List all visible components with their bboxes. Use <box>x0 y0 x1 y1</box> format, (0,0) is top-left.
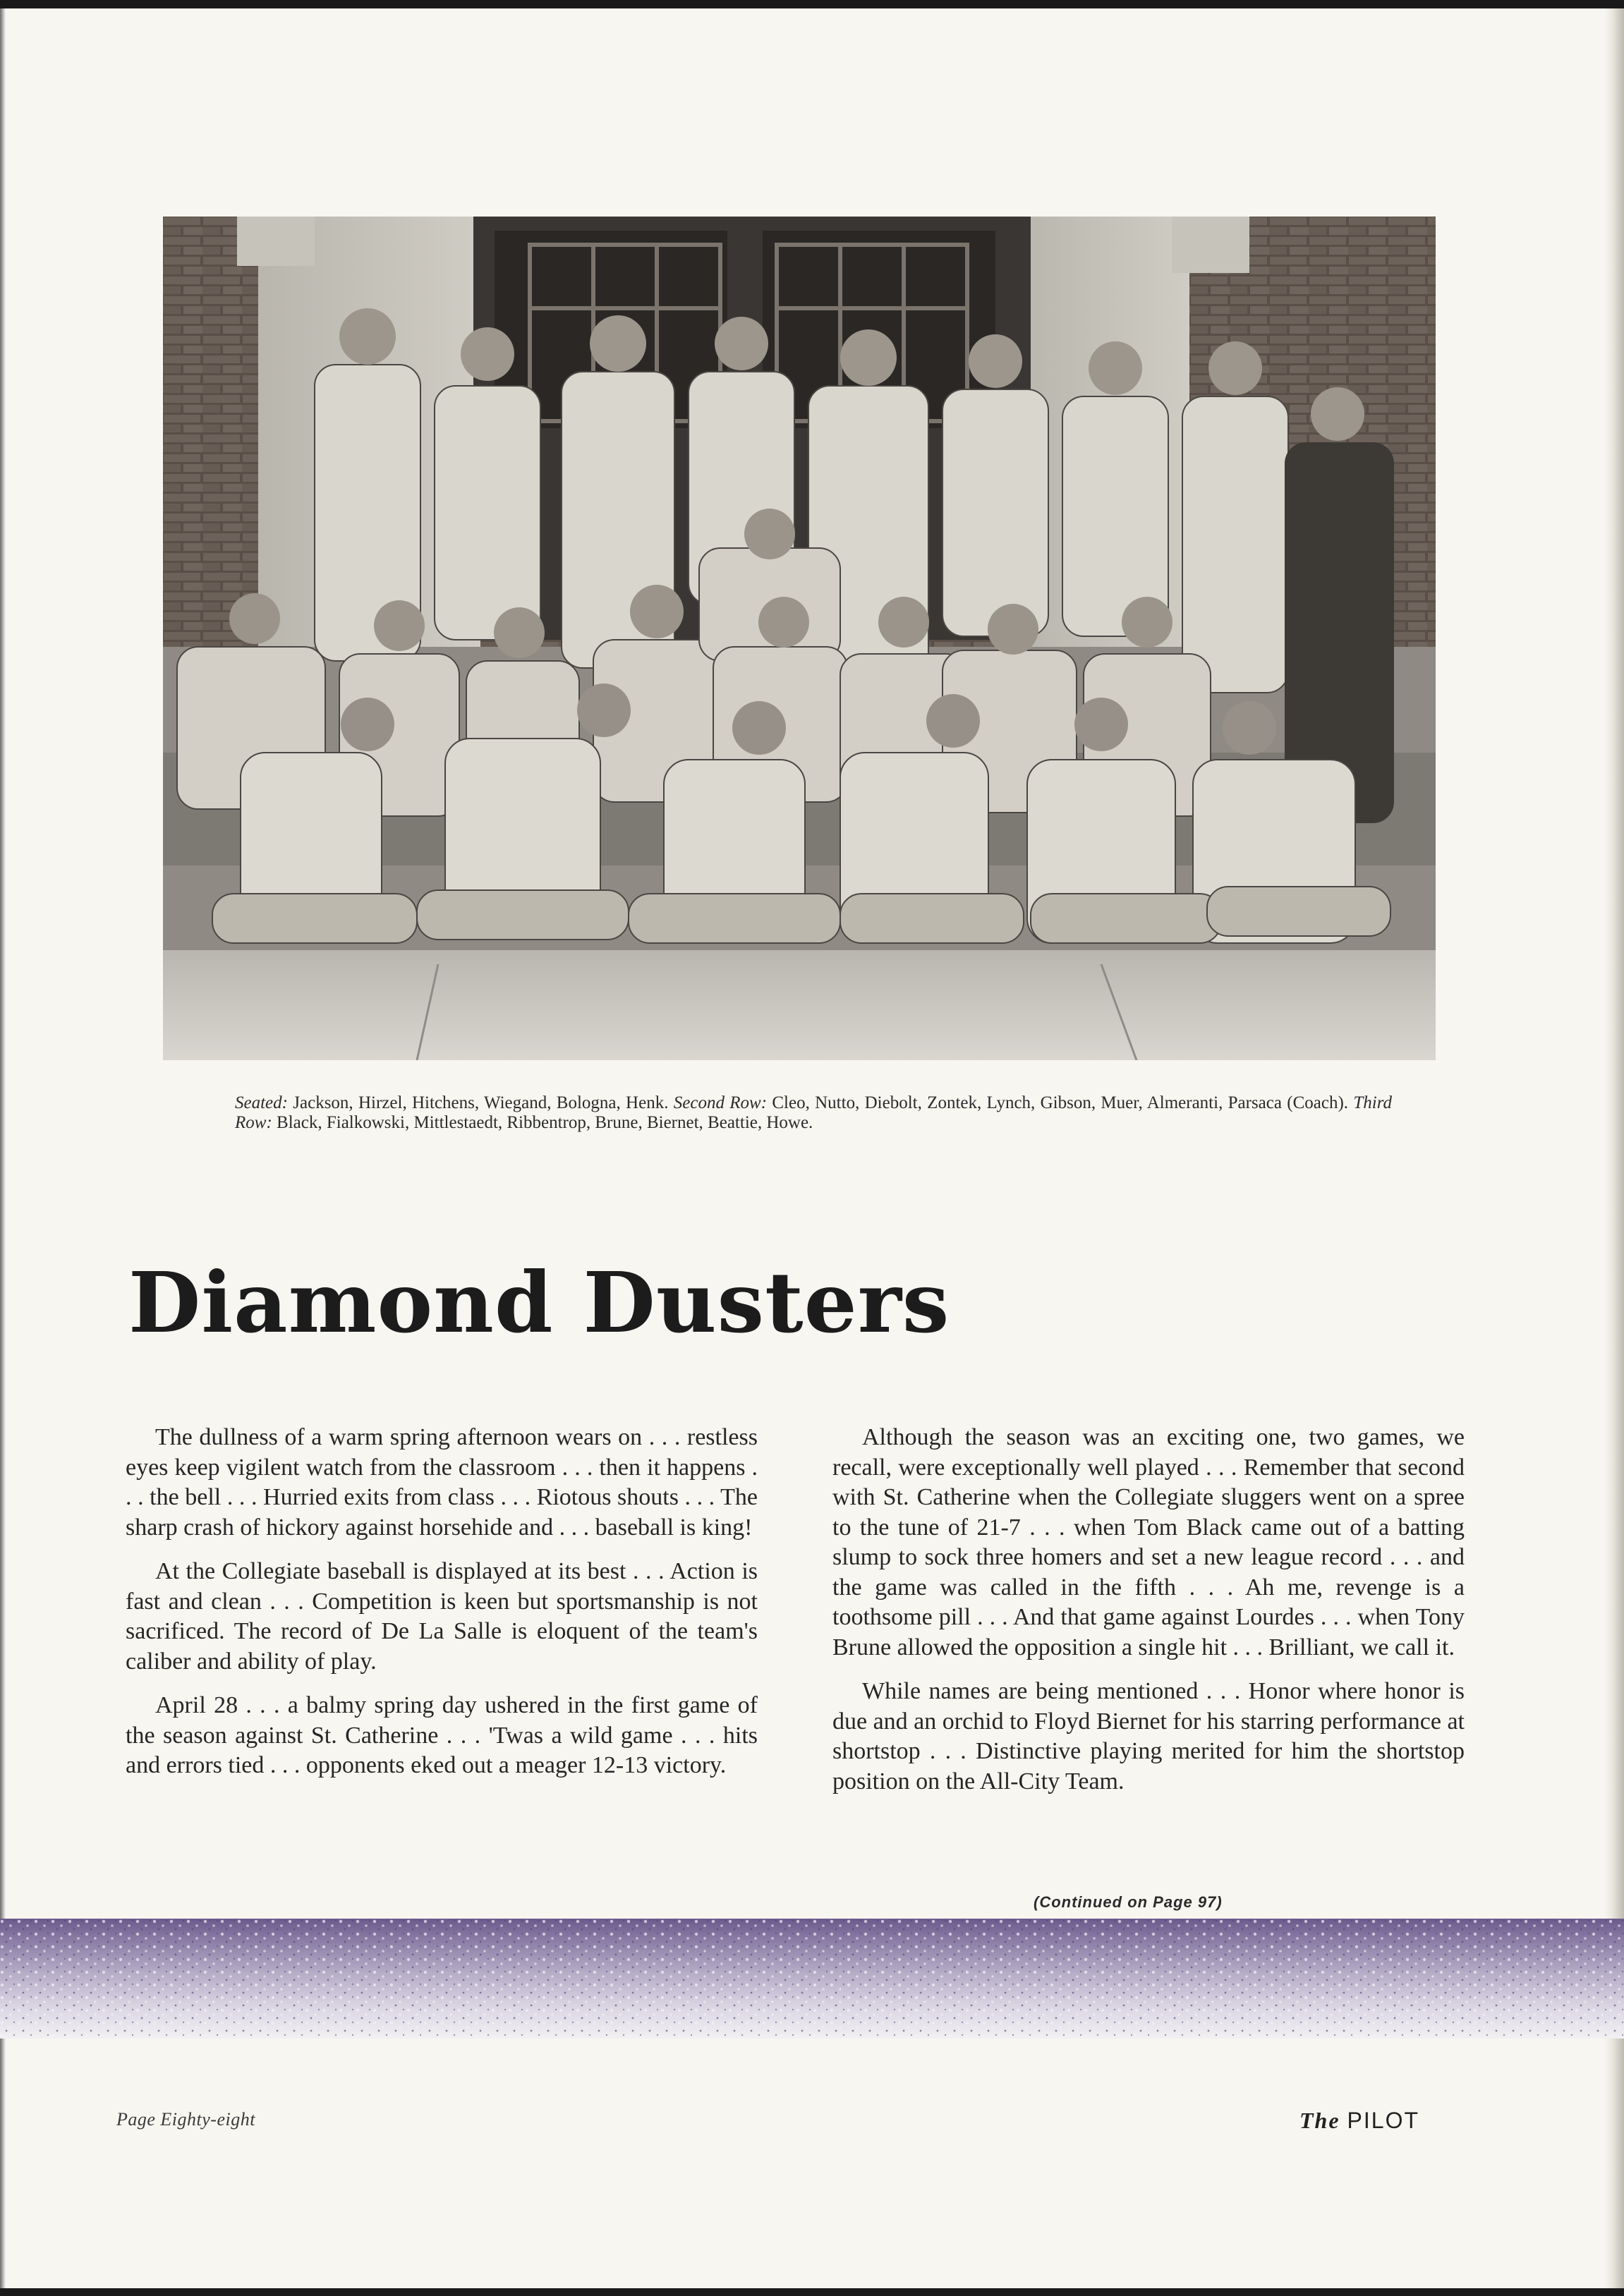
page-number: Page Eighty-eight <box>116 2109 255 2130</box>
stipple-pattern-icon <box>0 1919 1624 2039</box>
continued-note: (Continued on Page 97) <box>1034 1893 1223 1911</box>
article-column-right <box>832 1423 1465 1811</box>
caption-second-row-names: Cleo, Nutto, Diebolt, Zontek, Lynch, Gibson, Muer, Almeranti, Parsaca (Coach). <box>767 1093 1354 1112</box>
publication-name <box>1299 2108 1419 2134</box>
yearbook-page <box>0 8 1624 2288</box>
caption-seated-label: Seated: <box>235 1093 288 1112</box>
scan-border <box>0 2288 1624 2296</box>
article-headline: Diamond Dusters <box>128 1253 950 1352</box>
article-column-left <box>126 1423 758 1795</box>
caption-third-row-names: Black, Fialkowski, Mittlestaedt, Ribbentrop, Brune, Biernet, Beattie, Howe. <box>272 1113 813 1132</box>
caption-seated-names: Jackson, Hirzel, Hitchens, Wiegand, Bologna, Henk. <box>287 1093 674 1112</box>
publication-title: PILOT <box>1347 2108 1420 2133</box>
paragraph: April 28 . . . a balmy spring day ushered in the first game of the season against St. Catherine . . . 'Twas a wild game . . . hits and errors tied . . . opponents eked out a meager 12-13 victory. <box>126 1692 758 1778</box>
paragraph: At the Collegiate baseball is displayed at its best . . . Action is fast and clean . . . Competition is keen but sportsmanship is not sacrificed. The record of De La Salle is eloquent of the team's caliber and ability of play. <box>126 1558 758 1675</box>
decorative-band <box>0 1919 1624 2039</box>
team-photo-icon <box>163 217 1436 1060</box>
paragraph: The dullness of a warm spring afternoon wears on . . . restless eyes keep vigilent watch from the classroom . . . then it happens . . . the bell . . . Hurried exits from class . . . Riotous shouts . . . The sharp crash of hickory against horsehide and . . . baseball is king! <box>126 1424 758 1541</box>
caption-second-row-label: Second Row: <box>673 1093 768 1112</box>
photo-caption <box>235 1093 1392 1133</box>
publication-article: The <box>1299 2108 1340 2133</box>
paragraph: Although the season was an exciting one, two games, we recall, were exceptionally well played . . . Remember that second with St. Catherine when the Collegiate sluggers went on a spree to the tune of 21-7 . . . when Tom Black came out of a batting slump to sock three homers and set a new league record . . . and the game was called in the fifth . . . Ah me, revenge is a toothsome pill . . . And that game against Lourdes . . . when Tony Brune allowed the opposition a single hit . . . Brilliant, we call it. <box>832 1424 1465 1660</box>
paragraph: While names are being mentioned . . . Honor where honor is due and an orchid to Floyd Biernet for his starring performance at shortstop . . . Distinctive playing merited for him the shortstop position on the All-City Team. <box>832 1678 1465 1794</box>
caption-third-row-label: Third Row: <box>235 1093 1393 1132</box>
team-photo <box>163 217 1436 1060</box>
